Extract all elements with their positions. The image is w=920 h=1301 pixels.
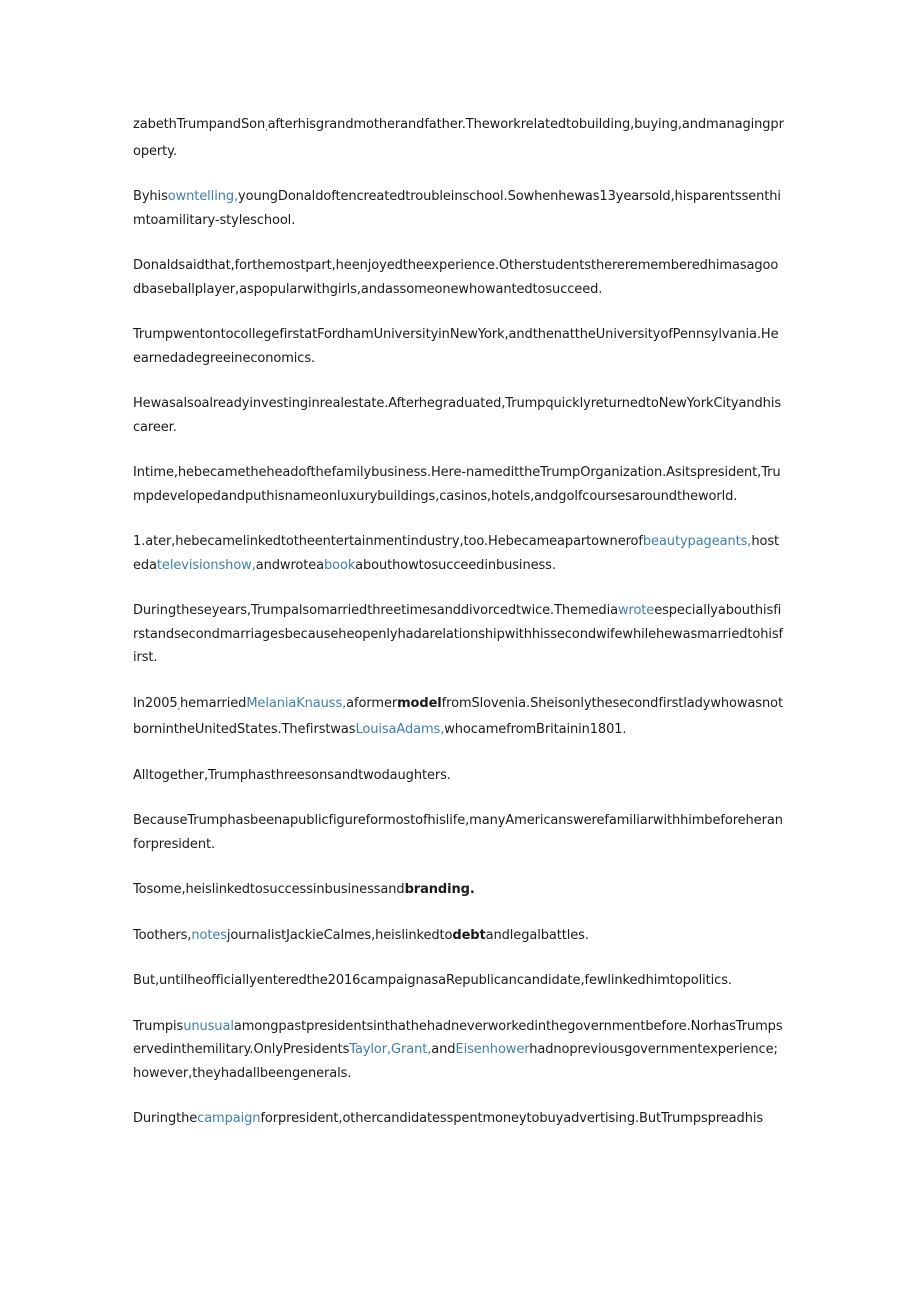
- text-run: Donaldsaidthat,forthemostpart,heenjoyedtheexperience.Otherstudentsthererememberedhimasagoodbaseballplayer,aspopularwithgirls,andassomeonewhowantedtosucceed.: [133, 258, 779, 297]
- paragraph: [133, 809, 785, 856]
- inline-link[interactable]: MelaniaKnauss,: [246, 695, 347, 711]
- text-run: Trumpis: [133, 1018, 184, 1034]
- text-run: afterhisgrandmotherandfather.Theworkrelatedtobuilding,buying,andmanagingproperty.: [133, 117, 784, 159]
- text-run: zabethTrumpandSon: [133, 117, 266, 132]
- text-run: BecauseTrumphasbeenapublicfigureformostofhislife,manyAmericanswerefamiliarwithhimbeforeheranforpresident.: [133, 813, 783, 852]
- text-run: Intime,hebecametheheadofthefamilybusiness.Here-namedittheTrumpOrganization.Asitspresident,Trumpdevelopedandputhisnameonluxurybuildings,casinos,hotels,andgolfcoursesaroundtheworld.: [133, 465, 781, 504]
- subscript-comma: ,: [177, 701, 181, 711]
- text-run: 1.ater,hebecamelinkedtotheentertainmentindustry,too.Hebecameapartownerof: [133, 534, 643, 549]
- bold-term: model: [397, 695, 442, 711]
- text-run: hosteda: [133, 534, 779, 573]
- text-run: whocamefromBritainin1801.: [444, 722, 627, 737]
- text-run: But,untilheofficiallyenteredthe2016campaignasaRepublicancandidate,fewlinkedhimtopolitics.: [133, 973, 732, 988]
- inline-link[interactable]: televisionshow,: [156, 557, 256, 573]
- text-run: youngDonaldoftencreatedtroubleinschool.Sowhenhewas13yearsold,hisparentssenthimtoamilitary-styleschool.: [133, 189, 781, 228]
- paragraph: [133, 878, 785, 902]
- paragraph: [133, 185, 785, 232]
- document-page: [133, 113, 785, 1153]
- text-run: Hewasalsoalreadyinvestinginrealestate.Afterhegraduated,TrumpquicklyreturnedtoNewYorkCityandhiscareer.: [133, 396, 782, 435]
- text-run: abouthowtosucceedinbusiness.: [355, 557, 556, 573]
- paragraph: [133, 599, 785, 670]
- paragraph: [133, 969, 785, 993]
- paragraph: [133, 692, 785, 742]
- text-run: amongpastpresidentsinthathehadneverworkedinthegovernmentbefore.NorhasTrumpservedinthemilitary.OnlyPresidents: [133, 1018, 783, 1057]
- text-run: Alltogether,Trumphasthreesonsandtwodaughters.: [133, 767, 451, 783]
- paragraph: [133, 461, 785, 508]
- paragraph: [133, 764, 785, 788]
- paragraph: [133, 113, 785, 163]
- bold-term: branding.: [404, 882, 475, 897]
- text-run: Toothers,: [133, 927, 192, 943]
- inline-link[interactable]: Taylor,Grant,: [349, 1042, 432, 1057]
- bold-term: debt: [452, 927, 486, 943]
- text-run: hemarried: [180, 695, 247, 711]
- inline-link[interactable]: unusual: [183, 1018, 234, 1034]
- paragraph: [133, 1015, 785, 1086]
- paragraph: [133, 323, 785, 370]
- text-run: Duringthe: [133, 1111, 198, 1126]
- paragraph: [133, 924, 785, 948]
- inline-link[interactable]: notes: [191, 927, 227, 943]
- text-run: fromSlovenia.SheisonlythesecondfirstladywhowasnotbornintheUnitedStates.Thefirstwas: [133, 695, 783, 737]
- text-run: forpresident,othercandidatesspentmoneytobuyadvertising.ButTrumpspreadhis: [260, 1111, 764, 1126]
- paragraph: [133, 392, 785, 439]
- text-run: aformer: [346, 695, 398, 711]
- inline-link[interactable]: beautypageants,: [642, 534, 752, 549]
- text-run: andlegalbattles.: [485, 927, 589, 943]
- inline-link[interactable]: Eisenhower: [455, 1042, 530, 1057]
- paragraph: [133, 1107, 785, 1131]
- text-run: journalistJackieCalmes,heislinkedto: [226, 927, 453, 943]
- inline-link[interactable]: campaign: [197, 1111, 261, 1126]
- text-run: Tosome,heislinkedtosuccessinbusinessand: [133, 882, 405, 897]
- paragraph: [133, 530, 785, 577]
- text-run: In2005: [133, 695, 178, 711]
- paragraph: [133, 254, 785, 301]
- text-run: Byhis: [133, 189, 168, 204]
- inline-link[interactable]: LouisaAdams,: [355, 722, 445, 737]
- inline-link[interactable]: wrote: [617, 603, 655, 618]
- inline-link[interactable]: owntelling,: [167, 189, 239, 204]
- text-run: especiallyabouthisfirstandsecondmarriagesbecauseheopenlyhadarelationshipwithhissecondwifewhilehewasmarriedtohisfirst.: [133, 603, 784, 665]
- text-run: andwrotea: [255, 557, 325, 573]
- text-run: hadnopreviousgovernmentexperience;however,theyhadallbeengenerals.: [133, 1042, 778, 1081]
- subscript-comma: ,: [265, 123, 268, 132]
- text-run: and: [431, 1042, 456, 1057]
- text-run: TrumpwentontocollegefirstatFordhamUniversityinNewYork,andthenattheUniversityofPennsylvania.Heearnedadegreeineconomics.: [133, 327, 779, 366]
- text-run: Duringtheseyears,Trumpalsomarriedthreetimesanddivorcedtwice.Themedia: [133, 603, 618, 618]
- inline-link[interactable]: book: [324, 557, 356, 573]
